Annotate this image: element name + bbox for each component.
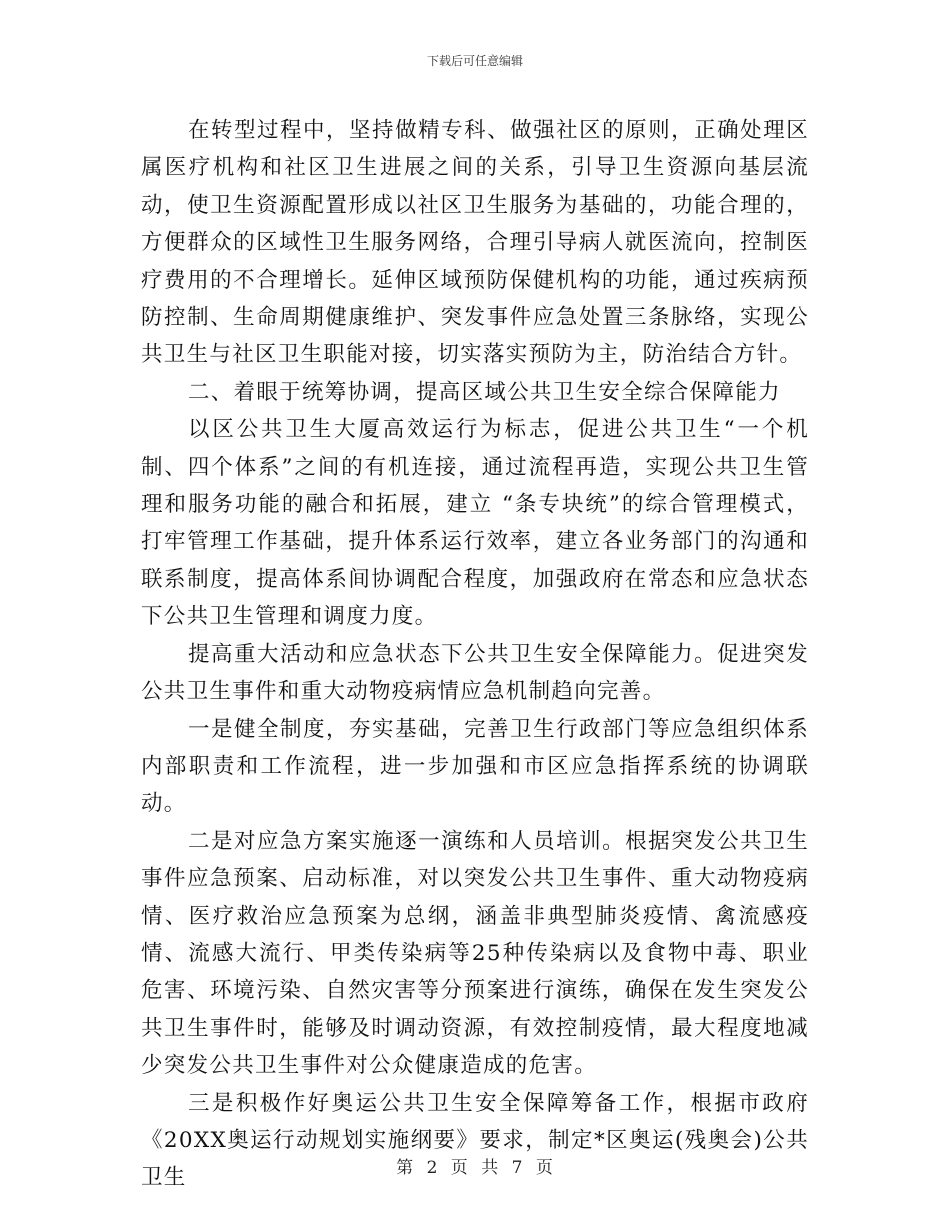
- paragraph-5: 一是健全制度，夯实基础，完善卫生行政部门等应急组织体系内部职责和工作流程，进一步加强和市区应急指挥系统的协调联动。: [141, 716, 809, 817]
- paragraph-7: 三是积极作好奥运公共卫生安全保障筹备工作，根据市政府《20XX奥运行动规划实施纲要》要求，制定*区奥运(残奥会)公共卫生: [141, 1090, 809, 1191]
- paragraph-4: 提高重大活动和应急状态下公共卫生安全保障能力。促进突发公共卫生事件和重大动物疫病情应急机制趋向完善。: [141, 641, 809, 705]
- body-text: [141, 112, 809, 1197]
- section-heading-2: 二、着眼于统筹协调，提高区域公共卫生安全综合保障能力: [188, 379, 781, 405]
- paragraph-3: 以区公共卫生大厦高效运行为标志，促进公共卫生“一个机制、四个体系”之间的有机连接，通过流程再造，实现公共卫生管理和服务功能的融合和拓展，建立 “条专块统”的综合管理模式，打牢管理工作基础，提升体系运行效率，建立各业务部门的沟通和联系制度，提高体系间协调配合程度，加强政府在常态和应急状态下公共卫生管理和调度力度。: [141, 417, 809, 630]
- paragraph-1: 在转型过程中，坚持做精专科、做强社区的原则，正确处理区属医疗机构和社区卫生进展之间的关系，引导卫生资源向基层流动，使卫生资源配置形成以社区卫生服务为基础的，功能合理的，方便群众的区域性卫生服务网络，合理引导病人就医流向，控制医疗费用的不合理增长。延伸区域预防保健机构的功能，通过疾病预防控制、生命周期健康维护、突发事件应急处置三条脉络，实现公共卫生与社区卫生职能对接，切实落实预防为主，防治结合方针。: [141, 118, 809, 368]
- page-number: 第 2 页 共 7 页: [396, 1158, 554, 1178]
- paragraph-6: 二是对应急方案实施逐一演练和人员培训。根据突发公共卫生事件应急预案、启动标准，对以突发公共卫生事件、重大动物疫病情、医疗救治应急预案为总纲，涵盖非典型肺炎疫情、禽流感疫情、流感大流行、甲类传染病等25种传染病以及食物中毒、职业危害、环境污染、自然灾害等分预案进行演练，确保在发生突发公共卫生事件时，能够及时调动资源，有效控制疫情，最大程度地减少突发公共卫生事件对公众健康造成的危害。: [141, 828, 809, 1079]
- page-header-note: 下载后可任意编辑: [426, 54, 523, 68]
